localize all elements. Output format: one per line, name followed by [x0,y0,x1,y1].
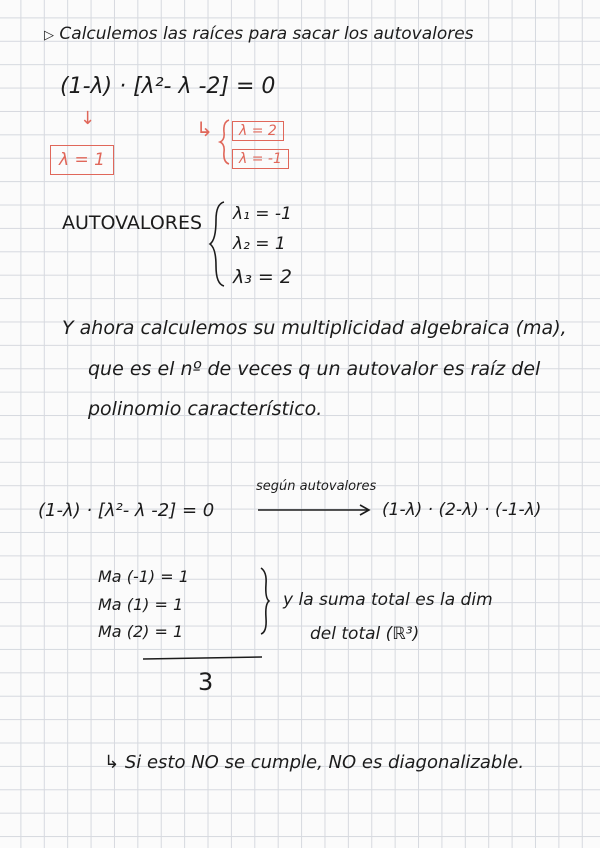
autovalor-1: λ₁ = -1 [233,204,292,224]
autovalor-2: λ₂ = 1 [233,234,286,254]
multiplicity-note-line-2: del total (ℝ³) [310,624,420,644]
hook-arrow-icon-conclusion: ↳ [104,752,120,773]
paragraph-line-3: polinomio característico. [88,398,323,420]
equation-factored-left: (1-λ) · [λ²- λ -2] = 0 [38,500,215,521]
conclusion [104,752,524,773]
root-lambda-1: λ = 1 [50,145,114,175]
brace-icon-multiplicity [255,566,271,636]
conclusion-text: Si esto NO se cumple, NO es diagonalizable. [124,752,525,773]
heading-text: Calculemos las raíces para sacar los autovalores [59,24,474,44]
paragraph-line-2: que es el nº de veces q un autovalor es raíz del [88,358,541,380]
root-lambda-minus1-box [232,148,289,169]
multiplicity-3: Ma (2) = 1 [98,622,184,641]
paragraph-line-1: Y ahora calculemos su multiplicidad algebraica (ma), [62,317,567,339]
root-lambda-minus1: λ = -1 [232,149,289,169]
red-brace-icon [219,118,233,166]
multiplicity-1: Ma (-1) = 1 [98,567,189,586]
autovalor-3: λ₃ = 2 [233,266,292,288]
arrow-down-icon: ↓ [80,108,96,129]
multiplicity-2: Ma (1) = 1 [98,595,184,614]
multiplicity-total: 3 [198,668,214,696]
root-lambda-1-box [50,145,114,175]
multiplicity-note-line-1: y la suma total es la dim [283,590,493,610]
equation-factored-right: (1-λ) · (2-λ) · (-1-λ) [382,500,542,520]
long-arrow-icon [258,504,372,516]
bullet-triangle-icon: ▷ [44,28,54,43]
heading [44,24,474,44]
hook-arrow-icon: ↳ [196,117,213,141]
arrow-label: según autovalores [256,479,377,494]
autovalores-label: AUTOVALORES [62,212,203,234]
sum-line [143,656,263,660]
brace-icon [208,200,228,288]
equation-characteristic: (1-λ) · [λ²- λ -2] = 0 [60,74,276,99]
root-lambda-2-box [232,120,284,141]
root-lambda-2: λ = 2 [232,121,284,141]
